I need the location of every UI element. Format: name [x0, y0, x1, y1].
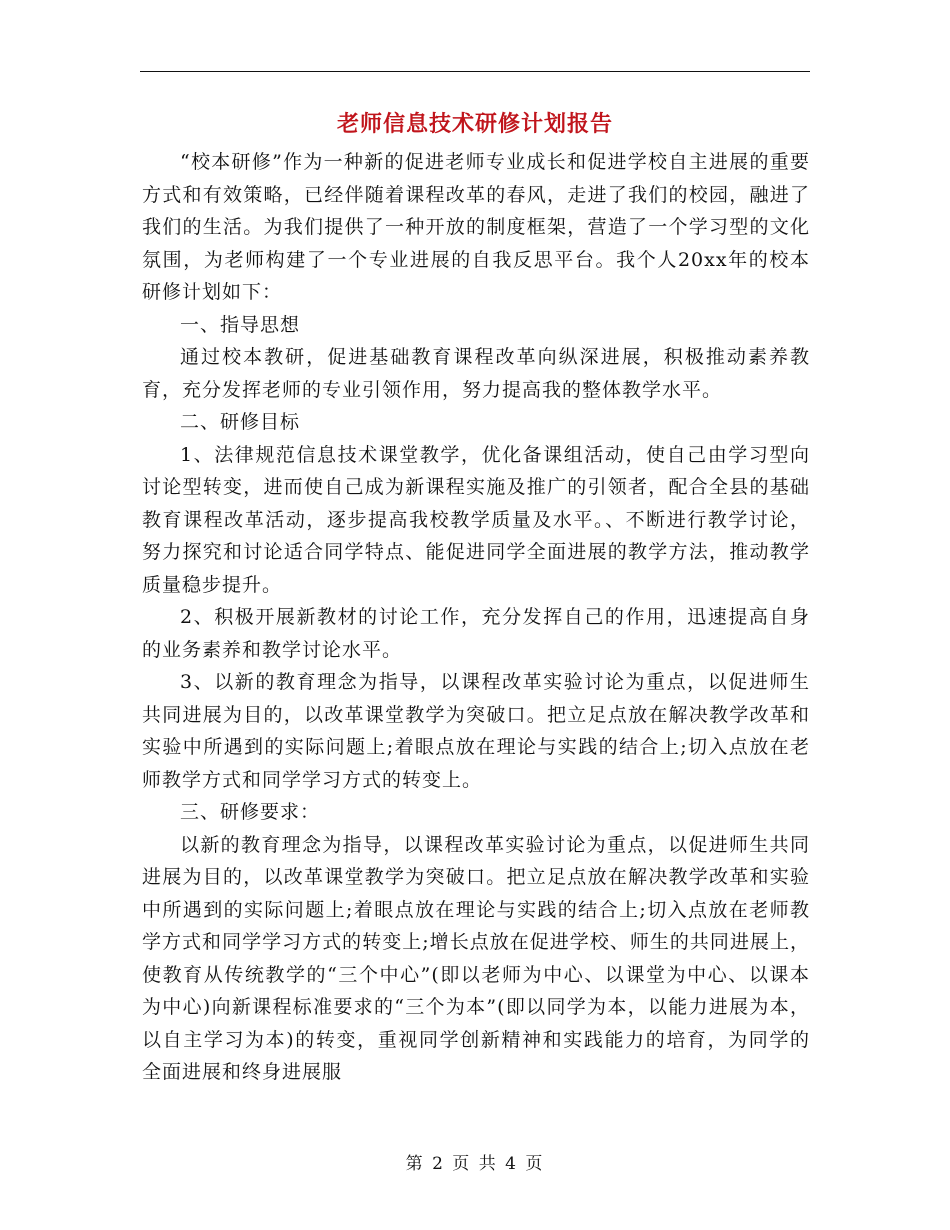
paragraph-intro: “校本研修”作为一种新的促进老师专业成长和促进学校自主进展的重要方式和有效策略，已经伴随着课程改革的春风，走进了我们的校园，融进了我们的生活。为我们提供了一种开放的制度框架，营造了一个学习型的文化氛围，为老师构建了一个专业进展的自我反思平台。我个人20xx年的校本研修计划如下： [142, 151, 810, 303]
paragraph-goal-3: 3、以新的教育理念为指导，以课程改革实验讨论为重点，以促进师生共同进展为目的，以改革课堂教学为突破口。把立足点放在解决教学改革和实验中所遇到的实际问题上;着眼点放在理论与实践的结合上;切入点放在老师教学方式和同学学习方式的转变上。 [142, 671, 810, 791]
heading-guiding-thought: 一、指导思想 [180, 313, 301, 336]
page-title: 老师信息技术研修计划报告 [336, 111, 613, 137]
header-rule [140, 71, 810, 72]
paragraph-requirements: 以新的教育理念为指导，以课程改革实验讨论为重点，以促进师生共同进展为目的，以改革课堂教学为突破口。把立足点放在解决教学改革和实验中所遇到的实际问题上;着眼点放在理论与实践的结合上;切入点放在老师教学方式和同学学习方式的转变上;增长点放在促进学校、师生的共同进展上，使教育从传统教学的“三个中心”(即以老师为中心、以课堂为中心、以课本为中心)向新课程标准要求的“三个为本”(即以同学为本，以能力进展为本，以自主学习为本)的转变，重视同学创新精神和实践能力的培育，为同学的全面进展和终身进展服 [142, 833, 810, 1083]
page-footer: 第 2 页 共 4 页 [405, 1154, 545, 1174]
document-body [142, 146, 810, 1089]
paragraph-goal-2: 2、积极开展新教材的讨论工作，充分发挥自己的作用，迅速提高自身的业务素养和教学讨论水平。 [142, 606, 810, 661]
paragraph-goal-1: 1、法律规范信息技术课堂教学，优化备课组活动，使自己由学习型向讨论型转变，进而使自己成为新课程实施及推广的引领者，配合全县的基础教育课程改革活动，逐步提高我校教学质量及水平。、不断进行教学讨论，努力探究和讨论适合同学特点、能促进同学全面进展的教学方法，推动教学质量稳步提升。 [142, 443, 810, 596]
heading-goals: 二、研修目标 [180, 411, 301, 433]
heading-requirements: 三、研修要求： [180, 801, 321, 823]
paragraph-guiding-thought: 通过校本教研，促进基础教育课程改革向纵深进展，积极推动素养教育，充分发挥老师的专业引领作用，努力提高我的整体教学水平。 [142, 346, 810, 401]
